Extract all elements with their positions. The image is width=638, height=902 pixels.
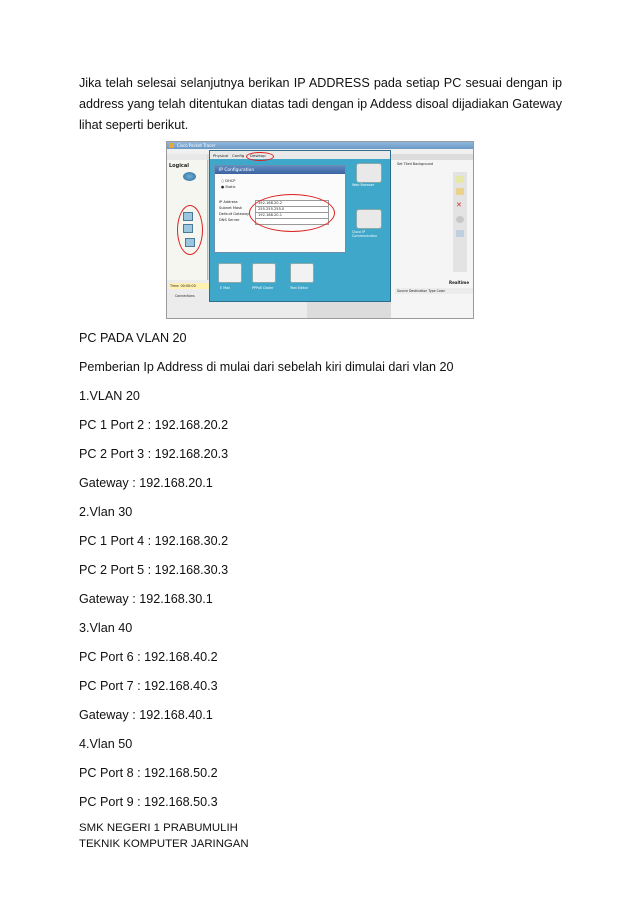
packet-tracer-icon	[169, 143, 174, 148]
intro-paragraph: Jika telah selesai selanjutnya berikan IP ADDRESS pada setiap PC sesuai dengan ip address yang telah ditentukan diatas tadi dengan ip Addess disoal dijadiakan Gateway lihat seperti berikut.	[79, 76, 562, 132]
delete-tool-icon[interactable]: ✕	[456, 201, 462, 209]
ip-config-header	[215, 166, 345, 174]
ip-config-title: IP Configuration	[219, 167, 255, 173]
static-label: Static	[225, 185, 236, 189]
text-line: 2.Vlan 30	[79, 505, 133, 519]
tab-physical[interactable]: Physical	[213, 153, 229, 158]
ip-address-label: IP Address	[219, 200, 238, 204]
text-line: PC 2 Port 5 : 192.168.30.3	[79, 563, 229, 577]
highlight-oval-pcs	[177, 205, 203, 255]
tab-desktop[interactable]: Desktop	[250, 153, 266, 158]
ip-address-input[interactable]: 192.168.20.2	[255, 200, 329, 207]
app-titlebar	[167, 142, 473, 149]
text-line: PC Port 7 : 192.168.40.3	[79, 679, 218, 693]
subnet-mask-input[interactable]: 255.255.255.0	[255, 206, 329, 213]
static-radio[interactable]: ● Static	[221, 185, 236, 189]
footer-school: SMK NEGERI 1 PRABUMULIH	[79, 822, 238, 834]
text-line: PC Port 6 : 192.168.40.2	[79, 650, 218, 664]
text-line: Pemberian Ip Address di mulai dari sebelah kiri dimulai dari vlan 20	[79, 360, 454, 374]
event-table-header: Source Destination Type Color	[395, 288, 473, 294]
text-line: Gateway : 192.168.30.1	[79, 592, 213, 606]
pppoe-dialer-icon[interactable]	[252, 263, 276, 283]
select-tool-icon[interactable]	[456, 176, 464, 183]
text-line: PC Port 8 : 192.168.50.2	[79, 766, 218, 780]
text-line: PC 2 Port 3 : 192.168.20.3	[79, 447, 229, 461]
text-editor-label: Text Editor	[290, 286, 308, 290]
cisco-ip-communicator-icon[interactable]	[356, 209, 382, 229]
ip-configuration-window	[214, 165, 346, 253]
subnet-mask-label: Subnet Mask	[219, 206, 243, 210]
logical-tab[interactable]: Logical	[169, 163, 189, 169]
highlight-oval-ip-fields	[249, 194, 335, 232]
default-gateway-input[interactable]: 192.168.20.1	[255, 212, 329, 219]
text-line: PC 1 Port 2 : 192.168.20.2	[79, 418, 229, 432]
cisco-ip-label: Cisco IP Communicator	[352, 230, 378, 238]
text-line: Gateway : 192.168.40.1	[79, 708, 213, 722]
footer-department: TEKNIK KOMPUTER JARINGAN	[79, 838, 249, 850]
logical-workspace	[167, 160, 208, 280]
web-browser-label: Web Browser	[352, 183, 375, 187]
realtime-mode-label[interactable]: Realtime	[449, 280, 470, 285]
highlight-oval-desktop	[246, 152, 274, 161]
note-tool-icon[interactable]	[456, 188, 464, 195]
common-tools-bar	[453, 172, 467, 272]
text-line: PC PADA VLAN 20	[79, 331, 187, 345]
web-browser-icon[interactable]	[356, 163, 382, 183]
dhcp-radio[interactable]: ○ DHCP	[221, 179, 236, 183]
email-label: E Mail	[220, 286, 231, 290]
time-label: Time: 00:00:00	[170, 284, 196, 288]
packet-tracer-screenshot	[166, 141, 474, 319]
zoom-tool-icon[interactable]	[456, 216, 464, 223]
desktop-right-icons	[350, 161, 386, 261]
resize-tool-icon[interactable]	[456, 230, 464, 237]
dns-server-label: DNS Server	[219, 218, 240, 222]
set-tiled-background-button[interactable]: Set Tiled Background	[397, 162, 434, 166]
app-title: Cisco Packet Tracer	[177, 143, 216, 148]
text-line: Gateway : 192.168.20.1	[79, 476, 213, 490]
desktop-bottom-icons	[214, 261, 344, 297]
text-line: 1.VLAN 20	[79, 389, 140, 403]
text-line: PC Port 9 : 192.168.50.3	[79, 795, 218, 809]
pppoe-label: PPPoE Dialer	[252, 286, 274, 290]
dhcp-label: DHCP	[225, 179, 236, 183]
text-line: 4.Vlan 50	[79, 737, 133, 751]
pc-dialog	[209, 150, 391, 302]
text-line: PC 1 Port 4 : 192.168.30.2	[79, 534, 229, 548]
text-line: 3.Vlan 40	[79, 621, 133, 635]
dialog-tabs	[210, 151, 390, 159]
default-gateway-label: Default Gateway	[219, 212, 250, 216]
tab-config[interactable]: Config	[232, 153, 245, 158]
connections-label: Connections	[175, 294, 195, 298]
email-icon[interactable]	[218, 263, 242, 283]
text-editor-icon[interactable]	[290, 263, 314, 283]
router-icon[interactable]	[183, 172, 196, 181]
